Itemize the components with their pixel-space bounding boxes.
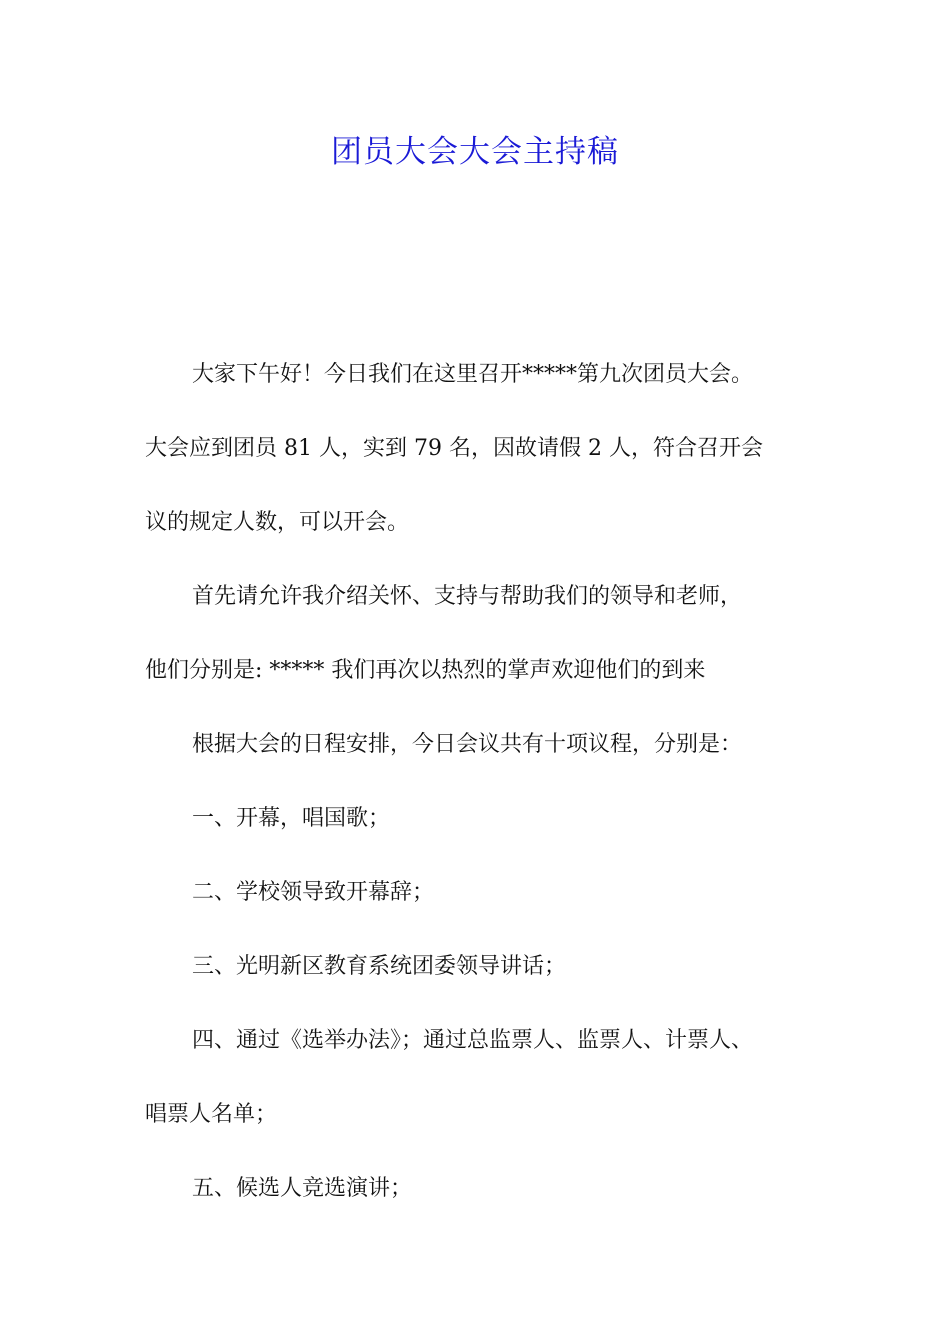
agenda-item: 五、候选人竞选演讲； (192, 1176, 413, 1201)
agenda-item: 一、开幕，唱国歌； (192, 806, 391, 831)
paragraph-line: 他们分别是: ***** 我们再次以热烈的掌声欢迎他们的到来 (145, 658, 706, 683)
agenda-item: 四、通过《选举办法》；通过总监票人、监票人、计票人、 (192, 1028, 754, 1053)
paragraph-line: 议的规定人数，可以开会。 (145, 510, 410, 535)
paragraph-line: 大会应到团员 81 人，实到 79 名，因故请假 2 人，符合召开会 (145, 436, 763, 461)
document-body (145, 338, 825, 1226)
agenda-item-continuation: 唱票人名单； (145, 1102, 278, 1127)
paragraph-line: 大家下午好！今日我们在这里召开*****第九次团员大会。 (192, 362, 754, 387)
agenda-item: 二、学校领导致开幕辞； (192, 880, 435, 905)
paragraph-line: 根据大会的日程安排，今日会议共有十项议程，分别是： (192, 732, 743, 757)
paragraph-line: 首先请允许我介绍关怀、支持与帮助我们的领导和老师， (192, 584, 743, 609)
document-title: 团员大会大会主持稿 (331, 134, 619, 170)
agenda-item: 三、光明新区教育系统团委领导讲话； (192, 954, 567, 979)
